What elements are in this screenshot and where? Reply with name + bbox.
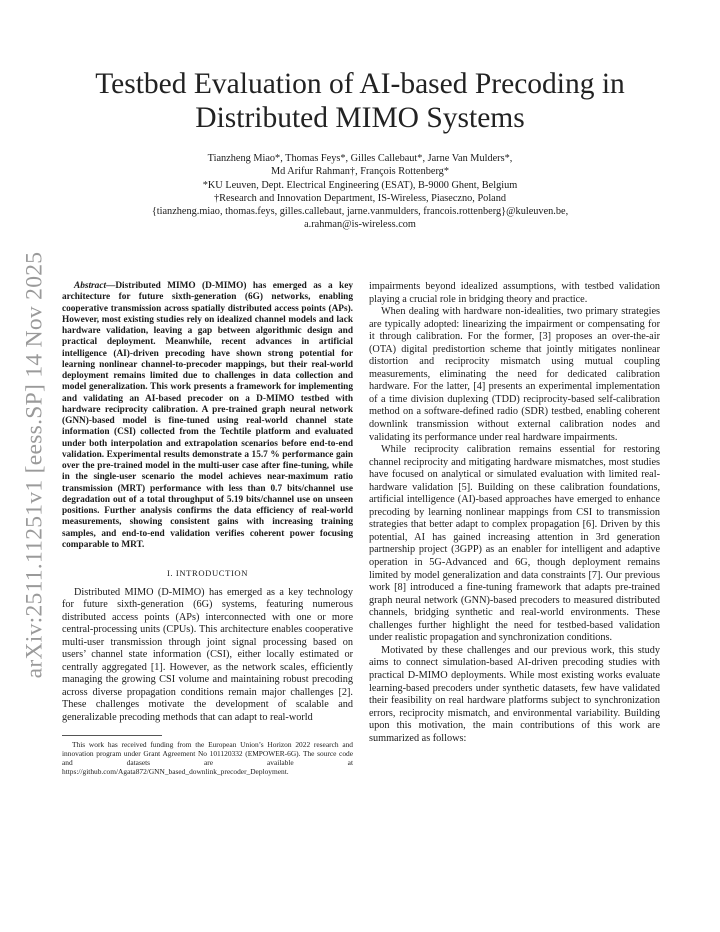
intro-paragraph-continued: impairments beyond idealized assumptions, with testbed validation playing a crucial role in bridging theory and practice. — [369, 281, 660, 305]
title-line-2: Distributed MIMO Systems — [195, 102, 525, 134]
author-names-line-2: Md Arifur Rahman†, François Rottenberg* — [271, 166, 449, 178]
title-line-1: Testbed Evaluation of AI-based Precoding in — [95, 68, 625, 100]
arxiv-identifier-text: arXiv:2511.11251v1 [eess.SP] 14 Nov 2025 — [21, 251, 48, 679]
section-heading-introduction: I. INTRODUCTION — [166, 568, 249, 578]
left-column — [62, 281, 353, 776]
footnote-divider — [62, 735, 162, 736]
affiliation-1: *KU Leuven, Dept. Electrical Engineering (ESAT), B-9000 Ghent, Belgium — [202, 179, 518, 191]
author-emails-1: {tianzheng.miao, thomas.feys, gilles.callebaut, jarne.vanmulders, francois.rottenberg}@kuleuven.be, — [151, 206, 569, 218]
paper-title — [90, 67, 630, 135]
right-column — [369, 281, 660, 745]
author-names-line-1: Tianzheng Miao*, Thomas Feys*, Gilles Callebaut*, Jarne Van Mulders*, — [207, 153, 513, 164]
author-emails-2: a.rahman@is-wireless.com — [304, 219, 416, 231]
abstract — [62, 281, 353, 551]
arxiv-identifier — [22, 250, 48, 680]
intro-paragraph-2: When dealing with hardware non-idealities, two primary strategies are typically adopted: linearizing the impairment or compensating for it through calibration. For the former, [3] proposes an over-the-air (OTA) digital predistortion scheme that jointly mitigates nonlinear distortion and reciprocity mismatch using mutual coupling measurements, eliminating the need for dedicated calibration hardware. For the latter, [4] presents an experimental implementation of a time division duplexing (TDD) reciprocity-based self-calibration method on a software-defined radio (SDR) testbed, enabling coherent downlink transmission without external calibration nodes and validating its performance under real hardware impairments. — [369, 306, 660, 443]
author-block — [70, 152, 650, 232]
intro-paragraph-1: Distributed MIMO (D-MIMO) has emerged as a key technology for future sixth-generation (6G) systems, featuring numerous distributed access points (APs) interconnected with one or more central-processing units (CPUs). This architecture enables cooperative multi-user transmission through joint signal processing based on users’ channel state information (CSI), either locally estimated or centrally aggregated [1]. However, as the network scales, efficiently managing the growing CSI volume and maintaining robust precoding across diverse propagation conditions remain major challenges [2]. These challenges motivate the development of scalable and generalizable precoding methods that can adapt to real-world — [62, 586, 353, 724]
intro-paragraph-3: While reciprocity calibration remains essential for restoring channel reciprocity and mitigating hardware mismatches, most studies have focused on analytical or simulated evaluation with limited real-hardware validation [5]. Building on these calibration foundations, artificial intelligence (AI)-based approaches have emerged to enhance precoding by learning nonlinear mappings from CSI to transmission strategies that better adapt to complex propagation [6]. Driven by this potential, AI has gained increasing attention in 3rd generation partnership project (3GPP) as an enabler for intelligent and adaptive operation in 5G-Advanced and 6G, though deployment remains limited by model generalization and data constraints [7]. Our previous work [8] introduced a fine-tuning framework that adapts pre-trained graph neural network (GNN)-based precoders to measured distributed channels, bridging synthetic and real-world environments. These challenges further highlight the need for testbed-based validation under realistic propagation and synchronization conditions. — [369, 444, 660, 644]
affiliation-2: †Research and Innovation Department, IS-Wireless, Piaseczno, Poland — [213, 192, 507, 204]
abstract-label: Abstract — [74, 281, 107, 291]
abstract-text: —Distributed MIMO (D-MIMO) has emerged as a key architecture for future sixth-generation (6G) networks, enabling cooperative transmission across spatially distributed access points (APs). However, most existing studies rely on idealized channel models and lack hardware validation, leaving a gap between algorithmic design and practical deployment. Meanwhile, recent advances in artificial intelligence (AI)-driven precoding have shown strong potential for learning nonlinear channel-to-precoder mappings, but their real-world deployment remains limited due to challenges in data collection and model generalization. This work presents a framework for implementing and validating an AI-based precoder on a D-MIMO testbed with hardware reciprocity calibration. A pre-trained graph neural network (GNN)-based model is fine-tuned using real-world channel state information (CSI) collected from the Techtile platform and evaluated under both interpolation and extrapolation scenarios before end-to-end validation. Experimental results demonstrate a 15.7 % performance gain over the pre-trained model in the multi-user case after fine-tuning, while in the single-user scenario the model achieves near-maximum ratio transmission (MRT) performance with less than 0.7 bits/channel use degradation out of a total throughput of 5.19 bits/channel use on unseen positions. Further analysis confirms the data efficiency of real-world measurements, showing consistent gains with increasing training samples, and end-to-end validation verifies coherent power focusing comparable to MRT. — [62, 281, 353, 550]
funding-footnote: This work has received funding from the European Union’s Horizon 2022 research and innovation program under Grant Agreement No 101120332 (EMPOWER-6G). The source code and datasets are available at https://github.com/Agata872/GNN_based_downlink_precoder_Deployment. — [62, 739, 353, 777]
intro-paragraph-4: Motivated by these challenges and our previous work, this study aims to connect simulation-based AI-driven precoding studies with practical D-MIMO deployments. While most existing works evaluate learning-based precoders under synthetic datasets, few have validated their feasibility on real hardware platforms subject to synchronization errors, reciprocity mismatch, and environmental variability. Building upon this motivation, the main contributions of this work are summarized as follows: — [369, 644, 660, 744]
